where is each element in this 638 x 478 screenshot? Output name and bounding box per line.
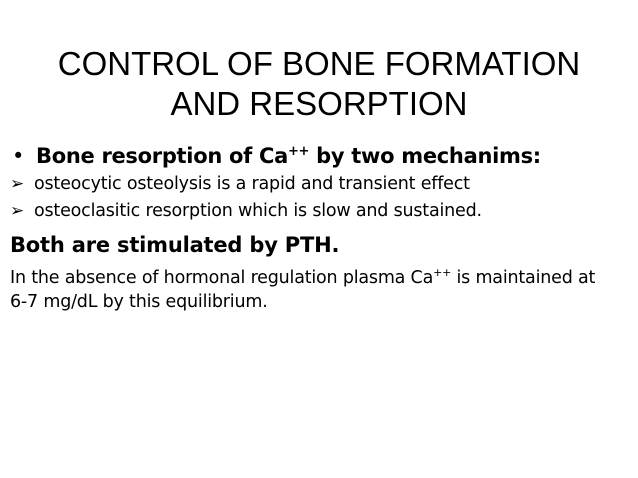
main-bullet-text-end: by two mechanims: [309, 144, 541, 168]
arrow-bullet-icon: ➢ [10, 201, 25, 221]
main-bullet-superscript: ++ [287, 144, 310, 159]
bullet-dot-icon: • [12, 144, 25, 168]
sub-bullet-osteoclastic [10, 198, 630, 225]
title-line-2: AND RESORPTION [170, 85, 468, 122]
paragraph-superscript: ++ [433, 266, 452, 279]
sub-bullet-text: osteoclasitic resorption which is slow and sustained. [34, 201, 482, 221]
sub-bullet-osteocytic [10, 171, 630, 198]
slide-body [10, 141, 630, 314]
slide-title [20, 44, 618, 124]
main-bullet-text-start: Bone resorption of Ca [36, 144, 288, 168]
pth-statement: Both are stimulated by PTH. [10, 233, 340, 257]
sub-bullet-text: osteocytic osteolysis is a rapid and transient effect [34, 174, 470, 194]
paragraph-text-end: is maintained at 6-7 mg/dL by this equilibrium. [10, 268, 596, 312]
main-bullet [10, 141, 630, 171]
equilibrium-paragraph [10, 266, 610, 314]
arrow-bullet-icon: ➢ [10, 174, 25, 194]
paragraph-text-start: In the absence of hormonal regulation plasma Ca [10, 268, 434, 288]
title-line-1: CONTROL OF BONE FORMATION [57, 45, 581, 82]
